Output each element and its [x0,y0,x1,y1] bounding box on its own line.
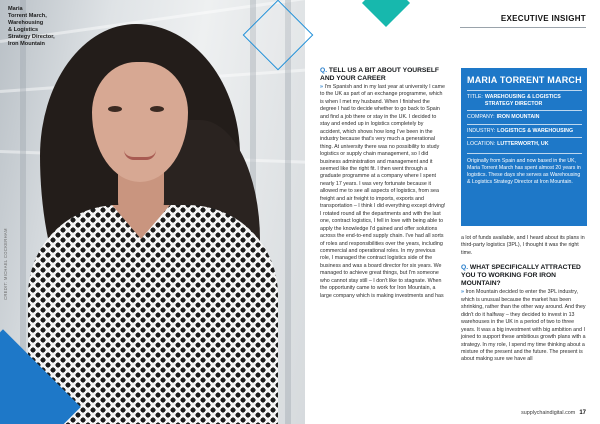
answer-paragraph [320,84,446,300]
profile-company-row [467,110,582,124]
question-marker: Q. [320,67,328,74]
question-text: WHAT SPECIFICALLY ATTRACTED YOU TO WORKING FOR IRON MOUNTAIN? [461,264,581,288]
question-marker: Q. [461,264,469,272]
profile-location-row [467,137,582,151]
answer-arrow-icon: » [461,289,464,296]
profile-value: LOGISTICS & WAREHOUSING [497,127,574,134]
background-pillar [285,0,291,424]
page-footer [521,410,586,416]
photo-credit: CREDIT: MICHAEL COCKERHAM [3,228,8,300]
profile-bio: Originally from Spain and now based in the UK, Maria Torrent March has spent almost 20 years in logistics. These days she serves as Warehousing & Logistics Strategy Director at Iron Mountain. [467,153,582,186]
article-column-2 [461,235,587,364]
page-number: 17 [579,410,586,416]
teal-diamond-decoration [362,0,410,27]
article-column-1 [320,67,446,300]
profile-value: LUTTERWORTH, UK [497,141,549,148]
profile-label: LOCATION: [467,141,496,148]
answer-text: I'm Spanish and in my last year at university I came to the UK as part of an exchange programme, which is when I met my husband. When I finished the degree I had to decide whether to go back to Spain and find a job there or stay in the UK. I decided to stay and ended up in logistics completely by accident, which shows how long I've been in the industry because that's very much a generational thing. At university there was no possibility to study logistics or supply chain management, so I did business administration and management and it seemed like the right fit. I then went through a graduate programme at a company where I spent nearly 17 years. I was very fortunate because it allowed me to see all aspects of logistics, from sea freight and air freight to imports, exports and transportation – I think I did everything except driving! I rotated round all the departments and with the last one, contract logistics, I fell in love with being able to apply the knowledge I'd gained and offer solutions across the end-to-end supply chain. I've had all sorts of roles and responsibilities over the years, including commercial and operational roles. In my previous role, I managed the contract logistics side of the business and was a board director for six years. We managed to achieve great things, but I'm someone who cannot stay still – I don't like to stagnate. When the opportunity came to work for Iron Mountain, a large company which is making investments and has [320,84,446,299]
profile-label: INDUSTRY: [467,127,496,134]
caption-line: Iron Mountain [8,41,45,47]
profile-label: TITLE: [467,94,483,100]
profile-name: MARIA TORRENT MARCH [467,75,582,85]
caption-line: Torrent March, [8,13,47,19]
answer-arrow-icon: » [320,84,323,90]
profile-title-row [467,90,582,110]
header-divider [460,27,586,28]
answer-paragraph [461,289,587,364]
profile-box [461,68,587,226]
section-title: EXECUTIVE INSIGHT [500,14,586,23]
profile-industry-row [467,124,582,138]
question-heading [461,264,587,288]
footer-site-link[interactable]: supplychaindigital.com [521,410,576,416]
profile-value: IRON MOUNTAIN [496,114,540,121]
answer-text: Iron Mountain decided to enter the 3PL industry, which is unusual because the market has been shrinking, rather than the other way around. And they didn't do it halfway – they decided to invest in 13 warehouses in the UK in a period of two to three years. It was a big investment with big ambition and I joined to support these ambitious growth plans with a strategy. In my role, I spend my time thinking about a mixture of the present and the future. The present is about making sure we have all [461,289,586,363]
photo-caption [8,6,88,48]
question-heading [320,67,446,83]
caption-line: & Logistics [8,27,39,33]
portrait-mouth [124,150,156,160]
portrait-eye [150,106,164,112]
portrait-eye [108,106,122,112]
answer-continuation: a lot of funds available, and I heard about its plans in third-party logistics (3PL), I thought it was the right time. [461,235,585,256]
profile-value: WAREHOUSING & LOGISTICS STRATEGY DIRECTOR [484,94,561,107]
caption-line: Strategy Director, [8,34,55,40]
question-text: TELL US A BIT ABOUT YOURSELF AND YOUR CAREER [320,67,440,82]
profile-label: COMPANY: [467,114,495,121]
caption-line: Warehousing [8,20,44,26]
caption-line: Maria [8,6,23,12]
